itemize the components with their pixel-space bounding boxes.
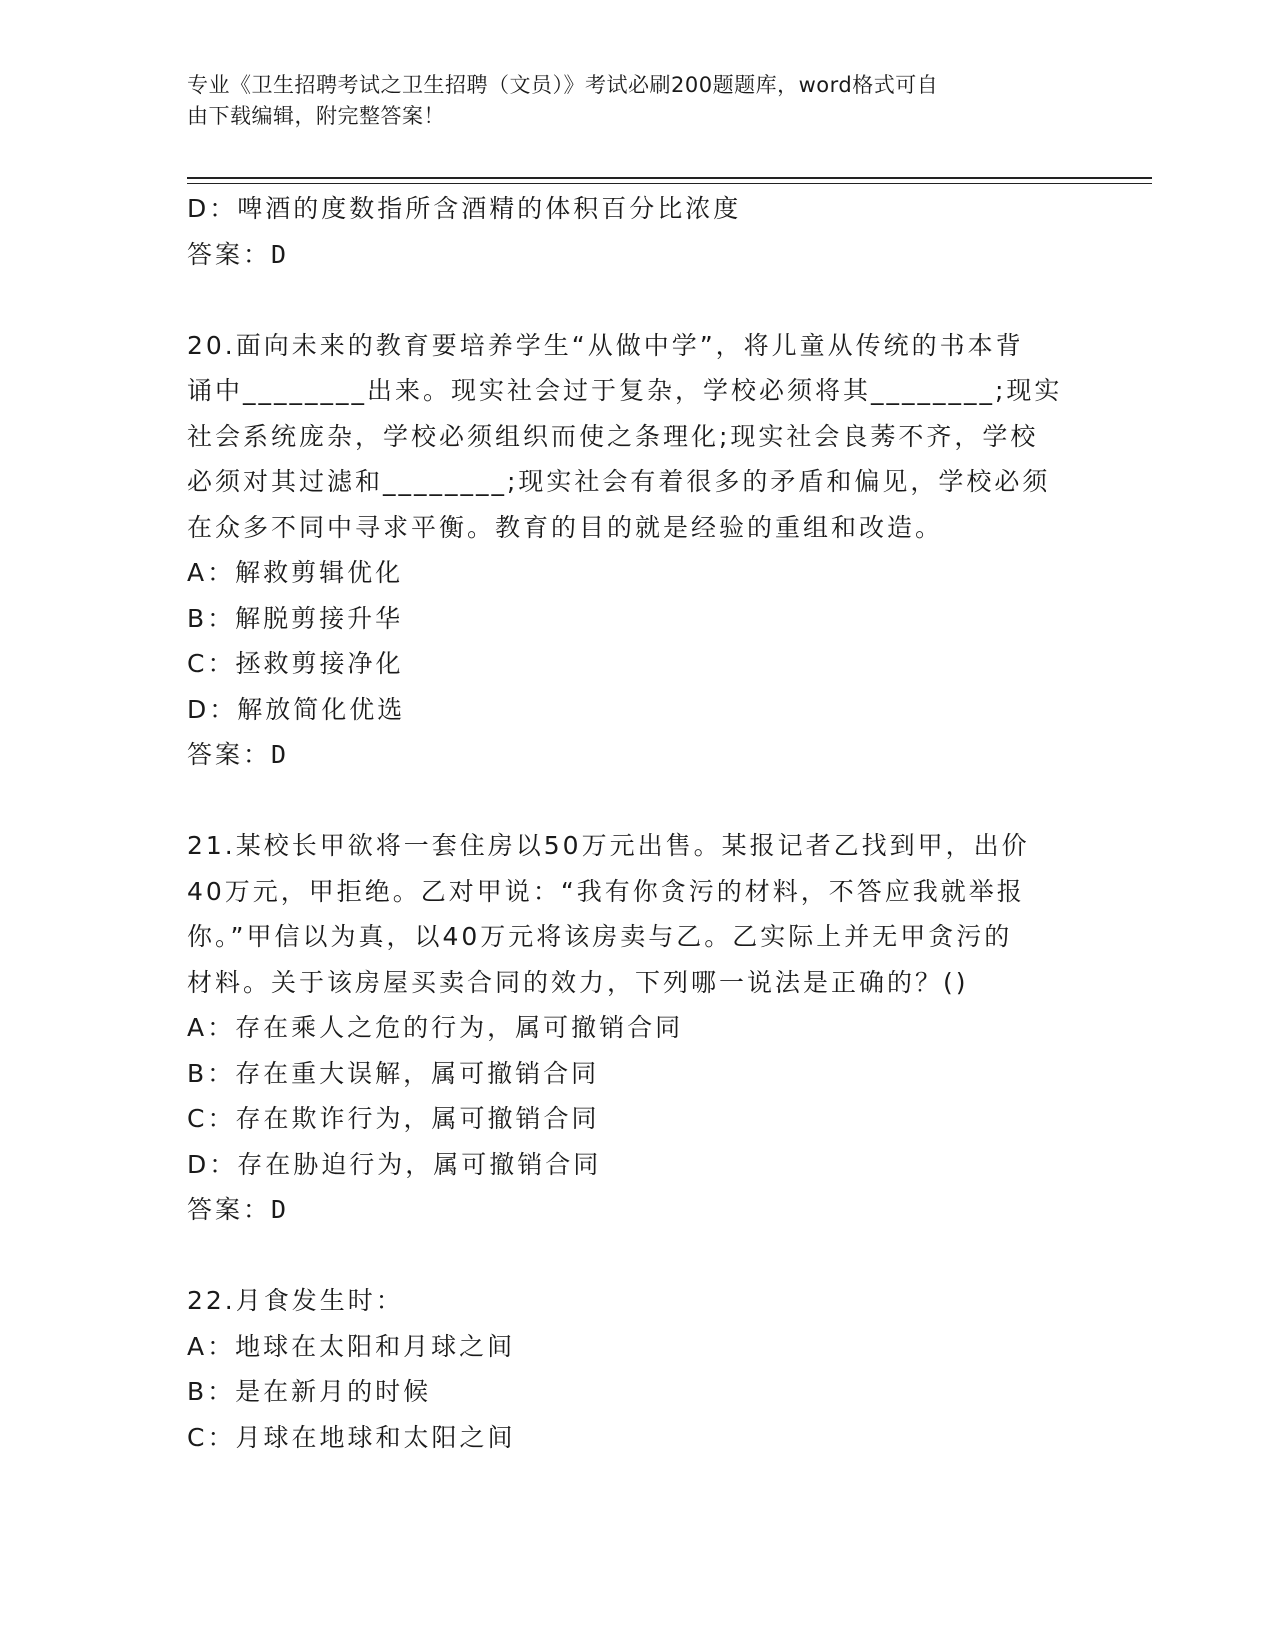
header-title-line-1: 专业《卫生招聘考试之卫生招聘（文员）》考试必刷200题题库，word格式可自 [187,73,939,97]
question-19-continued [187,186,1077,277]
spacer [187,277,1077,323]
option-b: B：是在新月的时候 [187,1377,432,1406]
option-a: A：地球在太阳和月球之间 [187,1331,516,1361]
answer: 答案：D [187,1195,290,1224]
option-c: C：拯救剪接净化 [187,649,404,678]
option-d: D：存在胁迫行为，属可撤销合同 [187,1149,602,1179]
question-20 [187,323,1077,778]
question-stem-line: 40万元，甲拒绝。乙对甲说：“我有你贪污的材料，不答应我就举报 [187,876,1025,906]
question-stem-line: 社会系统庞杂，学校必须组织而使之条理化;现实社会良莠不齐，学校 [187,421,1039,451]
answer: 答案：D [187,740,290,769]
option-a: A：解救剪辑优化 [187,558,404,587]
option-d: D：啤酒的度数指所含酒精的体积百分比浓度 [187,194,742,223]
answer: 答案：D [187,239,290,269]
option-d: D：解放简化优选 [187,694,406,724]
question-stem-line: 材料。关于该房屋买卖合同的效力，下列哪一说法是正确的？() [187,967,969,997]
header-divider-thick [187,177,1152,179]
spacer [187,1233,1077,1279]
option-b: B：解脱剪接升华 [187,603,404,633]
spacer [187,778,1077,824]
question-stem-line: 21.某校长甲欲将一套住房以50万元出售。某报记者乙找到甲，出价 [187,831,1030,860]
question-stem-line: 诵中________出来。现实社会过于复杂，学校必须将其________;现实 [187,376,1063,405]
document-body [187,186,1077,1460]
question-21 [187,823,1077,1233]
option-a: A：存在乘人之危的行为，属可撤销合同 [187,1013,684,1042]
header-title-line-2: 由下载编辑，附完整答案！ [187,104,445,128]
option-b: B：存在重大误解，属可撤销合同 [187,1058,600,1088]
question-stem-line: 在众多不同中寻求平衡。教育的目的就是经验的重组和改造。 [187,512,944,542]
option-c: C：月球在地球和太阳之间 [187,1422,516,1452]
question-stem-line: 20.面向未来的教育要培养学生“从做中学”，将儿童从传统的书本背 [187,330,1024,360]
question-stem-line: 你。”甲信以为真，以40万元将该房卖与乙。乙实际上并无甲贪污的 [187,922,1013,951]
question-22 [187,1278,1077,1460]
header-divider-thin [187,183,1152,184]
option-c: C：存在欺诈行为，属可撤销合同 [187,1104,600,1133]
question-stem-line: 必须对其过滤和________;现实社会有着很多的矛盾和偏见，学校必须 [187,467,1051,496]
document-header [187,70,1067,132]
question-stem-line: 22.月食发生时： [187,1286,404,1315]
